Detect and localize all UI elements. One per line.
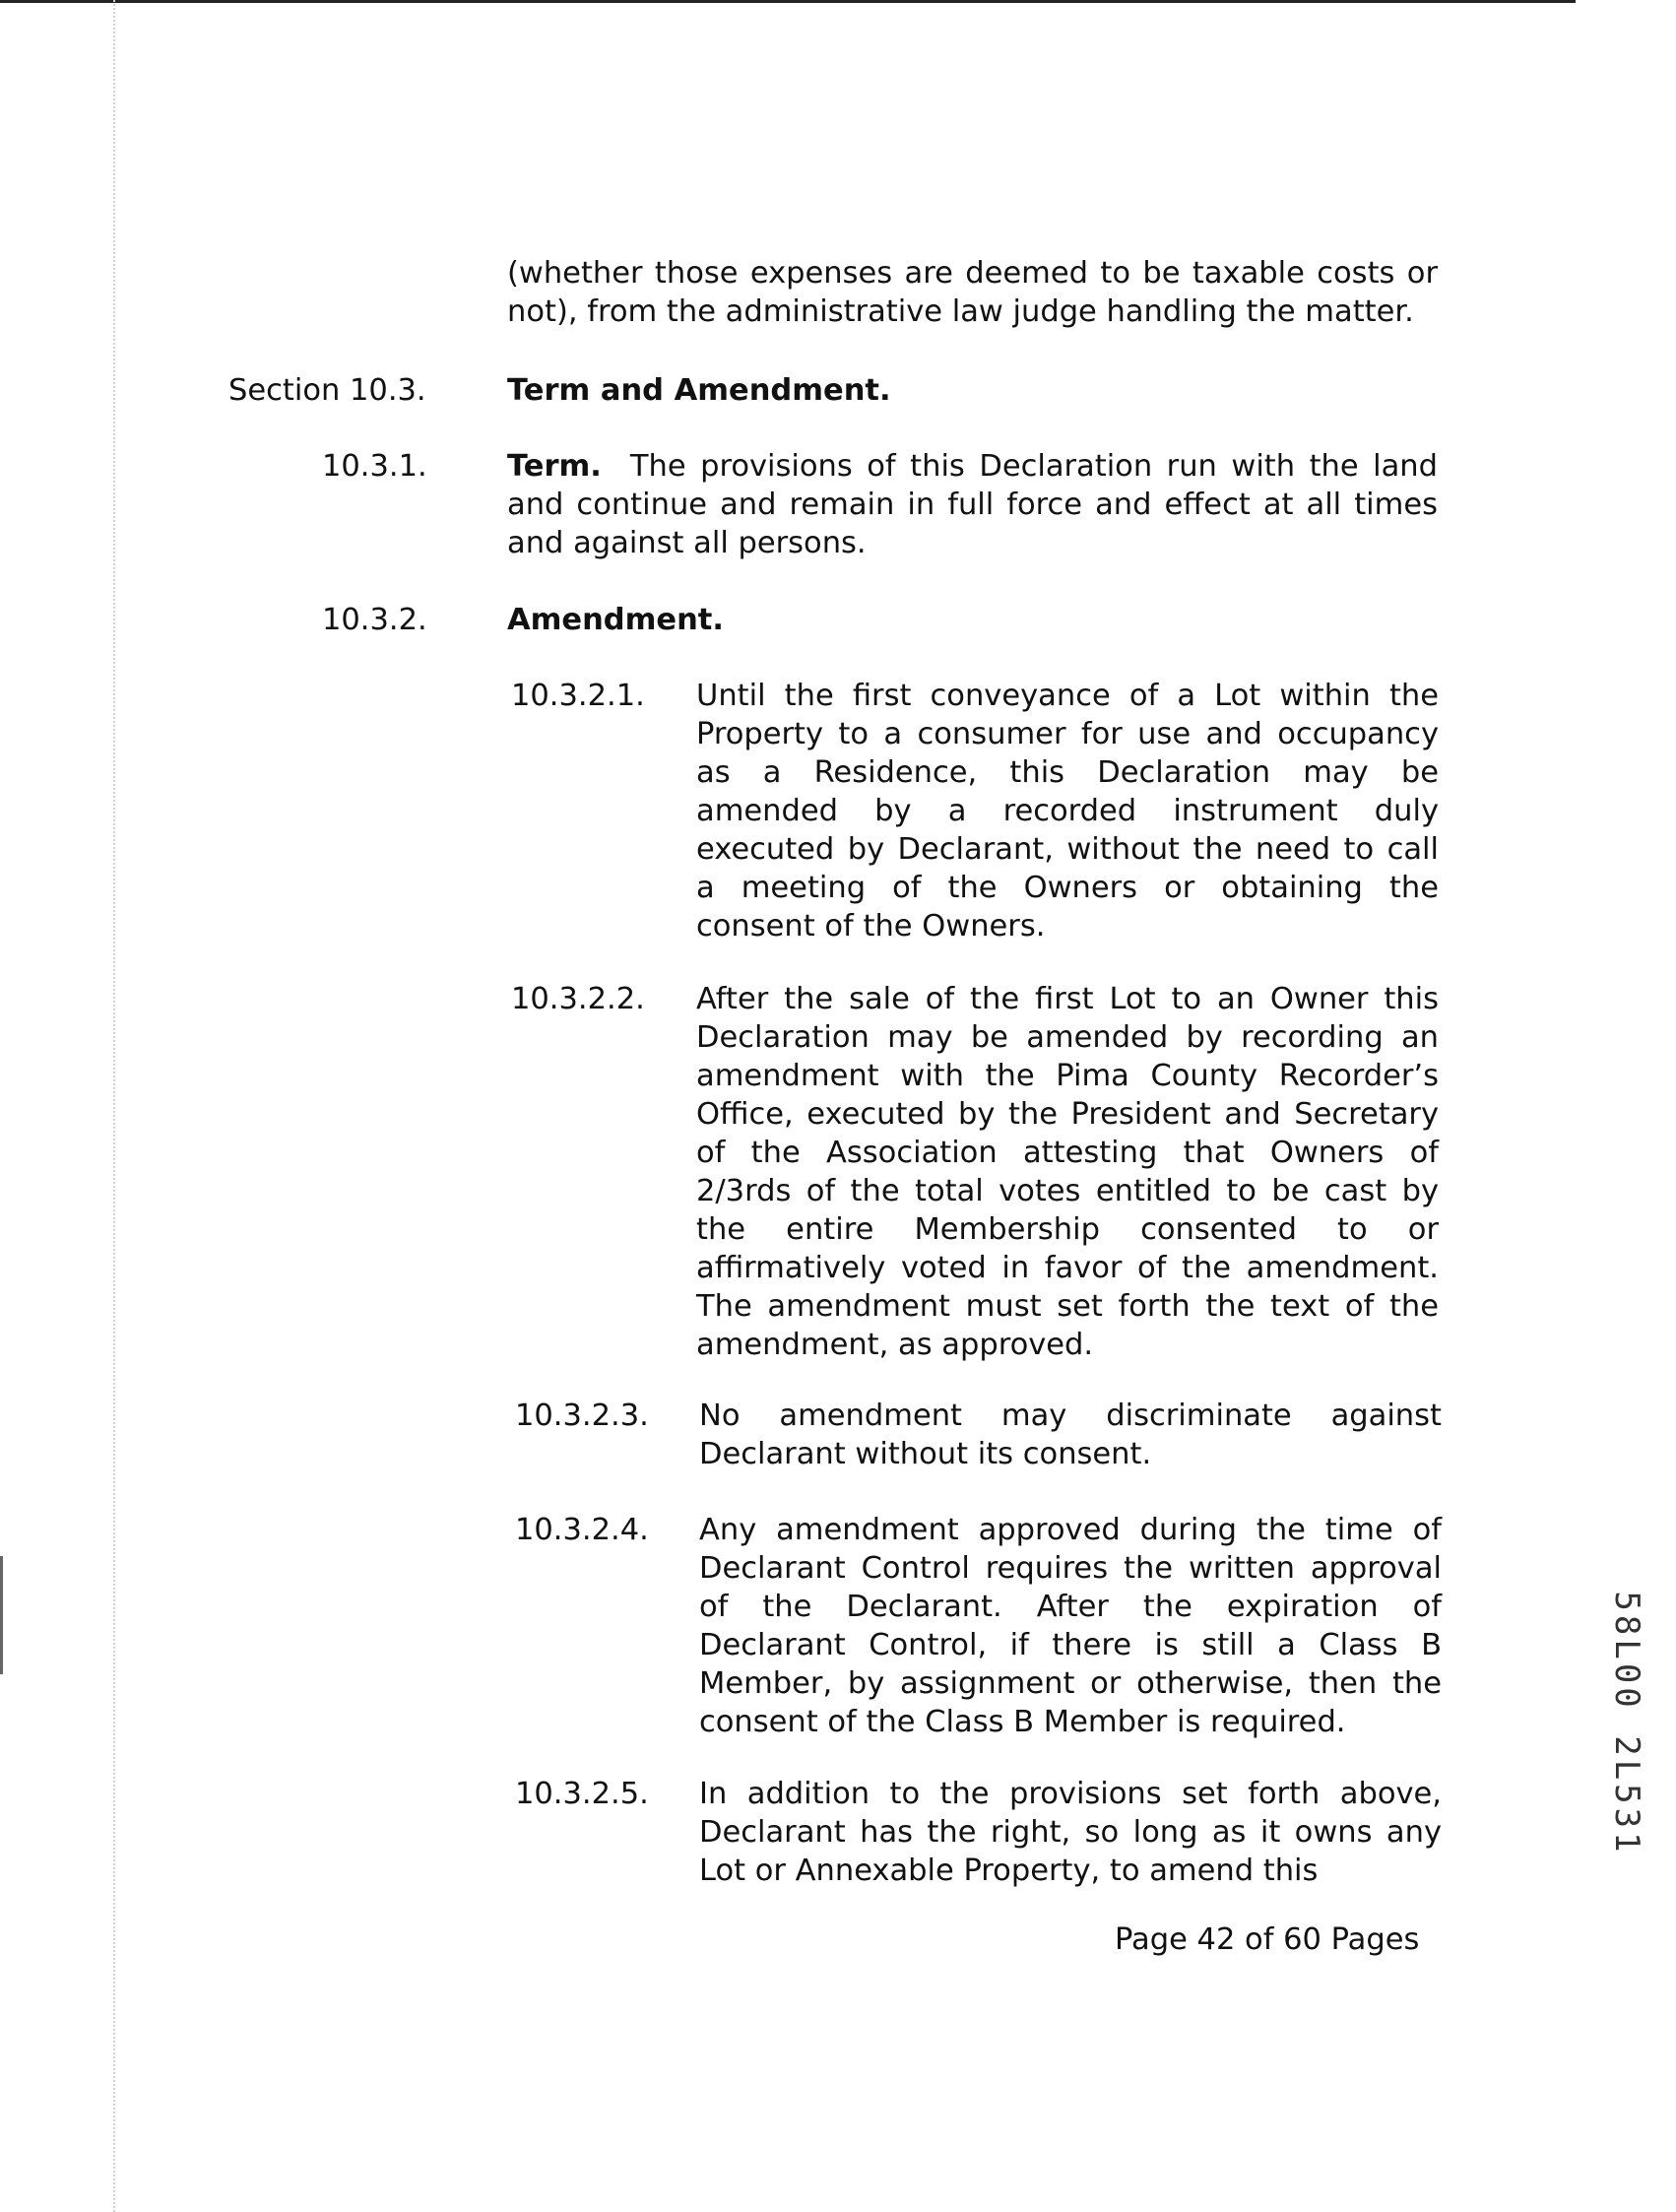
recording-stamp-text: 58L00 2L531 bbox=[1607, 1591, 1646, 1856]
amendment-item-number: 10.3.2.4. bbox=[515, 1513, 649, 1547]
amendment-number: 10.3.2. bbox=[322, 603, 427, 637]
amendment-item-text: In addition to the provisions set forth above, Declarant has the right, so long as it owns any Lot or Annexable Property, to amend this bbox=[699, 1777, 1442, 1888]
term-number: 10.3.1. bbox=[322, 449, 427, 484]
amendment-item-text: Until the first conveyance of a Lot within the Property to a consumer for use and occupancy as a Residence, this Declaration may be amended by a recorded instrument duly executed by Declarant, without the need to call a meeting of the Owners or obtaining the consent of the Owners. bbox=[696, 679, 1439, 943]
page-number-footer: Page 42 of 60 Pages bbox=[1115, 1922, 1420, 1957]
amendment-item-number: 10.3.2.1. bbox=[511, 679, 645, 713]
amendment-item-text: Any amendment approved during the time of Declarant Control requires the written approval of the Declarant. After the expiration of Declarant Control, if there is still a Class B Member, by assignment or otherwise, then the consent of the Class B Member is required. bbox=[699, 1513, 1442, 1739]
amendment-item-number: 10.3.2.3. bbox=[515, 1399, 649, 1433]
continuation-paragraph: (whether those expenses are deemed to be taxable costs or not), from the administrative law judge handling the matter. bbox=[507, 256, 1438, 329]
section-title: Term and Amendment. bbox=[507, 373, 891, 408]
amendment-item-text: After the sale of the first Lot to an Owner this Declaration may be amended by recording an amendment with the Pima County Recorder’s Office, executed by the President and Secretary of the Association attesting that Owners of 2/3rds of the total votes entitled to be cast by the entire Membership consented to or affirmatively voted in favor of the amendment. The amendment must set forth the text of the amendment, as approved. bbox=[696, 982, 1439, 1362]
section-number: Section 10.3. bbox=[228, 373, 426, 408]
recording-stamp bbox=[1607, 1576, 1646, 1871]
amendment-item-number: 10.3.2.5. bbox=[515, 1777, 649, 1811]
amendment-item-text: No amendment may discriminate against Declarant without its consent. bbox=[699, 1399, 1442, 1471]
term-paragraph bbox=[507, 447, 1438, 562]
term-heading: Term. bbox=[507, 449, 602, 484]
amendment-heading: Amendment. bbox=[507, 603, 724, 637]
left-edge-scan-mark bbox=[0, 1556, 3, 1674]
term-body: The provisions of this Declaration run with the land and continue and remain in full force and effect at all times and against all persons. bbox=[507, 449, 1439, 560]
top-scan-rule bbox=[0, 0, 1576, 3]
left-margin-binding-dots bbox=[113, 0, 115, 2212]
amendment-item-number: 10.3.2.2. bbox=[511, 982, 645, 1016]
